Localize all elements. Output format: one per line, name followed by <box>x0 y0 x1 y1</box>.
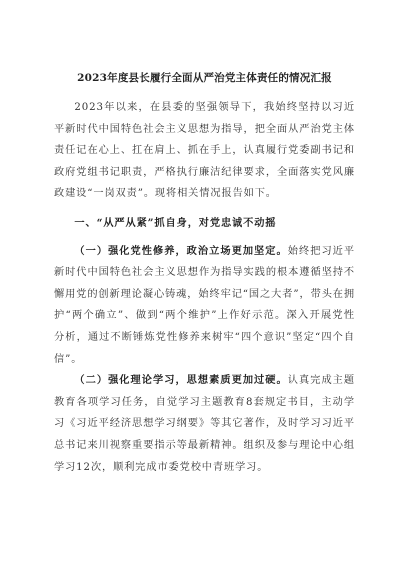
section-item-2 <box>54 370 355 478</box>
section-item-1 <box>54 241 355 371</box>
item-1-body: 始终把习近平新时代中国特色社会主义思想作为指导实践的根本遵循坚持不懈用党的创新理论凝心铸魂，始终牢记“国之大者”，带头在拥护“两个确立”、做到“两个维护”上作好示范。深入开展党性分析，通过不断锤炼党性修养来树牢“四个意识”坚定“四个自信”。 <box>54 245 355 365</box>
item-1-lead: （一）强化党性修养，政治立场更加坚定。 <box>74 244 288 257</box>
item-2-lead: （二）强化理论学习，思想素质更加过硬。 <box>74 374 288 387</box>
item-2-body: 认真完成主题教育各项学习任务，自觉学习主题教育8套规定书目，主动学习《习近平经济思想学习纲要》等其它著作，及时学习习近平总书记来川视察重要指示等最新精神。组织及参与理论中心组学习12次，顺利完成市委党校中青班学习。 <box>54 375 355 473</box>
intro-paragraph: 2023年以来，在县委的坚强领导下，我始终坚持以习近平新时代中国特色社会主义思想为指导，把全面从严治党主体责任记在心上、扛在肩上、抓在手上，认真履行党委副书记和政府党组书记职责，严格执行廉洁纪律要求，全面落实党风廉政建设“一岗双责”。现将相关情况报告如下。 <box>54 102 355 200</box>
document-title: 2023年度县长履行全面从严治党主体责任的情况汇报 <box>77 72 332 84</box>
section-heading: 一、“从严从紧”抓自身，对党忠诚不动摇 <box>74 216 277 229</box>
